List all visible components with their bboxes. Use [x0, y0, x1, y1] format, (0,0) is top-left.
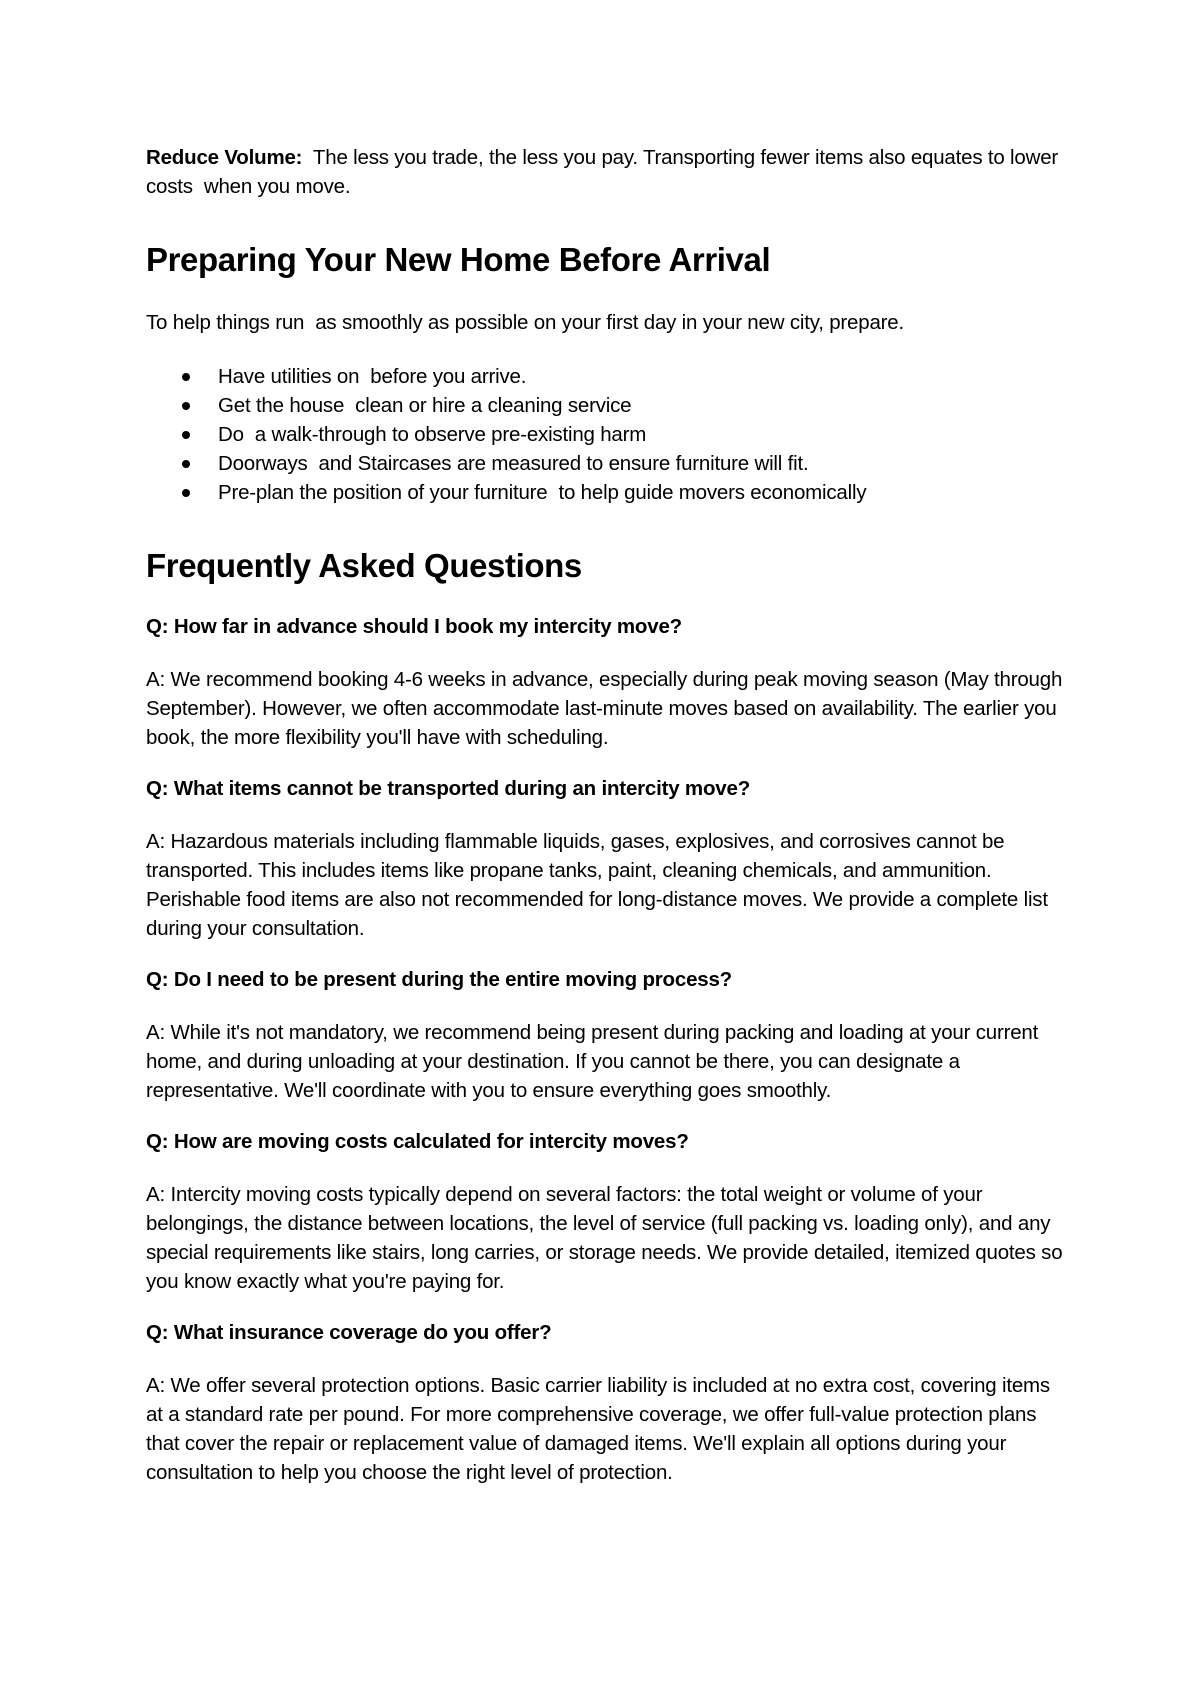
faq-item — [146, 1318, 1066, 1487]
faq-answer: A: Hazardous materials including flammable liquids, gases, explosives, and corrosives cannot be transported. This includes items like propane tanks, paint, cleaning chemicals, and ammunition. Perishable food items are also not recommended for long-distance moves. We provide a complete list during your consultation. — [146, 830, 1048, 940]
faq-answer: A: While it's not mandatory, we recommend being present during packing and loading at your current home, and during unloading at your destination. If you cannot be there, you can designate a representative. We'll coordinate with you to ensure everything goes smoothly. — [146, 1021, 1039, 1102]
faq-question: Q: How are moving costs calculated for intercity moves? — [146, 1130, 689, 1153]
faq-item — [146, 612, 1066, 752]
faq-answer: A: We recommend booking 4-6 weeks in advance, especially during peak moving season (May through September). However, we often accommodate last-minute moves based on availability. The earlier you book, the more flexibility you'll have with scheduling. — [146, 668, 1063, 749]
list-item — [146, 362, 1066, 391]
list-item-text: Pre-plan the position of your furniture to help guide movers economically — [218, 481, 867, 504]
faq-question: Q: Do I need to be present during the entire moving process? — [146, 968, 732, 991]
list-item-text: Do a walk-through to observe pre-existing harm — [218, 423, 647, 446]
reduce-volume-label: Reduce Volume: — [146, 146, 303, 169]
preparation-checklist — [146, 362, 1066, 507]
faq-item — [146, 774, 1066, 943]
section-heading-preparing: Preparing Your New Home Before Arrival — [146, 241, 771, 278]
reduce-volume-paragraph — [146, 143, 1066, 201]
section-heading-faq: Frequently Asked Questions — [146, 547, 582, 584]
preparing-intro-paragraph: To help things run as smoothly as possible on your first day in your new city, prepare. — [146, 311, 904, 334]
faq-item — [146, 1127, 1066, 1296]
reduce-volume-text: The less you trade, the less you pay. Transporting fewer items also equates to lower costs when you move. — [146, 146, 1064, 198]
faq-question: Q: How far in advance should I book my intercity move? — [146, 615, 682, 638]
list-item-text: Get the house clean or hire a cleaning service — [218, 394, 632, 417]
faq-item — [146, 965, 1066, 1105]
bullet-icon — [182, 431, 190, 439]
bullet-icon — [182, 460, 190, 468]
faq-answer: A: We offer several protection options. Basic carrier liability is included at no extra cost, covering items at a standard rate per pound. For more comprehensive coverage, we offer full-value protection plans that cover the repair or replacement value of damaged items. We'll explain all options during your consultation to help you choose the right level of protection. — [146, 1374, 1050, 1484]
list-item — [146, 478, 1066, 507]
bullet-icon — [182, 402, 190, 410]
list-item — [146, 420, 1066, 449]
bullet-icon — [182, 373, 190, 381]
faq-list — [146, 612, 1066, 1509]
list-item — [146, 449, 1066, 478]
list-item — [146, 391, 1066, 420]
faq-question: Q: What items cannot be transported during an intercity move? — [146, 777, 751, 800]
faq-answer: A: Intercity moving costs typically depend on several factors: the total weight or volume of your belongings, the distance between locations, the level of service (full packing vs. loading only), and any special requirements like stairs, long carries, or storage needs. We provide detailed, itemized quotes so you know exactly what you're paying for. — [146, 1183, 1063, 1293]
faq-question: Q: What insurance coverage do you offer? — [146, 1321, 552, 1344]
list-item-text: Have utilities on before you arrive. — [218, 365, 527, 388]
bullet-icon — [182, 489, 190, 497]
list-item-text: Doorways and Staircases are measured to ensure furniture will fit. — [218, 452, 809, 475]
